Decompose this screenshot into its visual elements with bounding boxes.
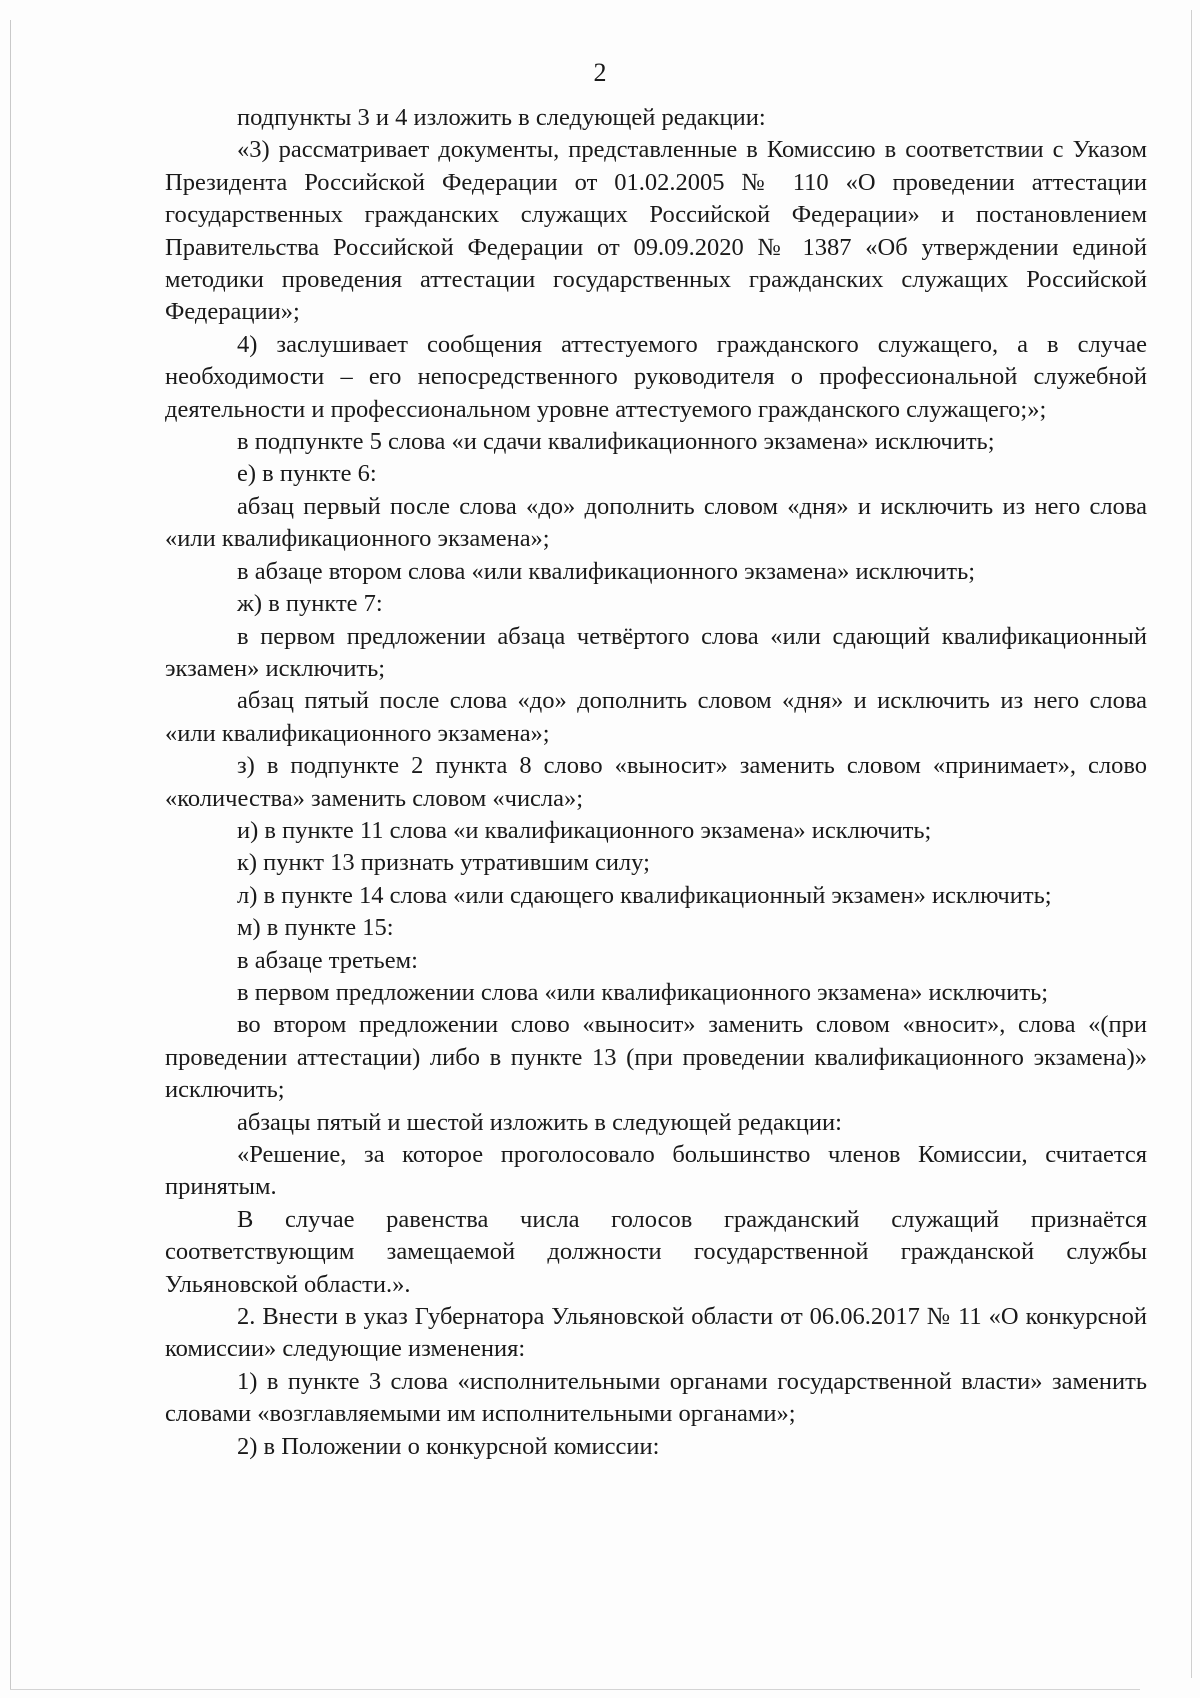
paragraph: л) в пункте 14 слова «или сдающего квалификационный экзамен» исключить; (237, 881, 1052, 909)
paragraph: 4) заслушивает сообщения аттестуемого гражданского служащего, а в случае необходимости – его непосредственного руководителя о профессиональной служебной деятельности и профессиональном уровне аттестуемого гражданского служащего;»; (165, 330, 1147, 423)
paragraph: абзацы пятый и шестой изложить в следующей редакции: (237, 1108, 842, 1136)
scan-border-bottom (10, 1689, 1140, 1690)
paragraph: подпункты 3 и 4 изложить в следующей редакции: (237, 104, 766, 131)
paragraph: к) пункт 13 признать утратившим силу; (237, 849, 650, 877)
paragraph: «Решение, за которое проголосовало большинство членов Комиссии, считается принятым. (165, 1141, 1147, 1201)
paragraph: 1) в пункте 3 слова «исполнительными органами государственной власти» заменить словами «возглавляемыми им исполнительными органами»; (165, 1367, 1147, 1428)
paragraph: е) в пункте 6: (237, 460, 377, 488)
scan-border-right (1191, 10, 1192, 1678)
paragraph: 2. Внести в указ Губернатора Ульяновской области от 06.06.2017 № 11 «О конкурсной комиссии» следующие изменения: (165, 1303, 1147, 1363)
paragraph: в абзаце втором слова «или квалификационного экзамена» исключить; (237, 557, 976, 585)
paragraph: з) в подпункте 2 пункта 8 слово «выносит» заменить словом «принимает», слово «количества» заменить словом «числа»; (165, 752, 1147, 812)
paragraph: в первом предложении слова «или квалификационного экзамена» исключить; (237, 978, 1049, 1006)
paragraph: м) в пункте 15: (237, 914, 394, 942)
paragraph: 2) в Положении о конкурсной комиссии: (237, 1432, 660, 1460)
paragraph: В случае равенства числа голосов гражданский служащий признаётся соответствующим замещаемой должности государственной гражданской службы Ульяновской области.». (165, 1205, 1147, 1298)
paragraph: абзац пятый после слова «до» дополнить словом «дня» и исключить из него слова «или квалификационного экзамена»; (165, 687, 1147, 747)
scan-border-left (10, 20, 11, 1690)
paragraph: и) в пункте 11 слова «и квалификационного экзамена» исключить; (237, 816, 932, 844)
document-body (165, 102, 1147, 1463)
paragraph: во втором предложении слово «выносит» заменить словом «вносит», слова «(при проведении аттестации) либо в пункте 13 (при проведении квалификационного экзамена)» исключить; (165, 1011, 1147, 1104)
paragraph: «3) рассматривает документы, представленные в Комиссию в соответствии с Указом Президента Российской Федерации от 01.02.2005 № 110 «О проведении аттестации государственных гражданских служащих Российской Федерации» и постановлением Правительства Российской Федерации от 09.09.2020 № 1387 «Об утверждении единой методики проведения аттестации государственных гражданских служащих Российской Федерации»; (165, 136, 1147, 326)
paragraph: в первом предложении абзаца четвёртого слова «или сдающий квалификационный экзамен» исключить; (165, 622, 1147, 682)
paragraph: ж) в пункте 7: (237, 590, 383, 618)
page-number: 2 (593, 58, 607, 87)
paragraph: абзац первый после слова «до» дополнить словом «дня» и исключить из него слова «или квалификационного экзамена»; (165, 492, 1147, 553)
paragraph: в абзаце третьем: (237, 946, 418, 974)
paragraph: в подпункте 5 слова «и сдачи квалификационного экзамена» исключить; (237, 428, 995, 456)
